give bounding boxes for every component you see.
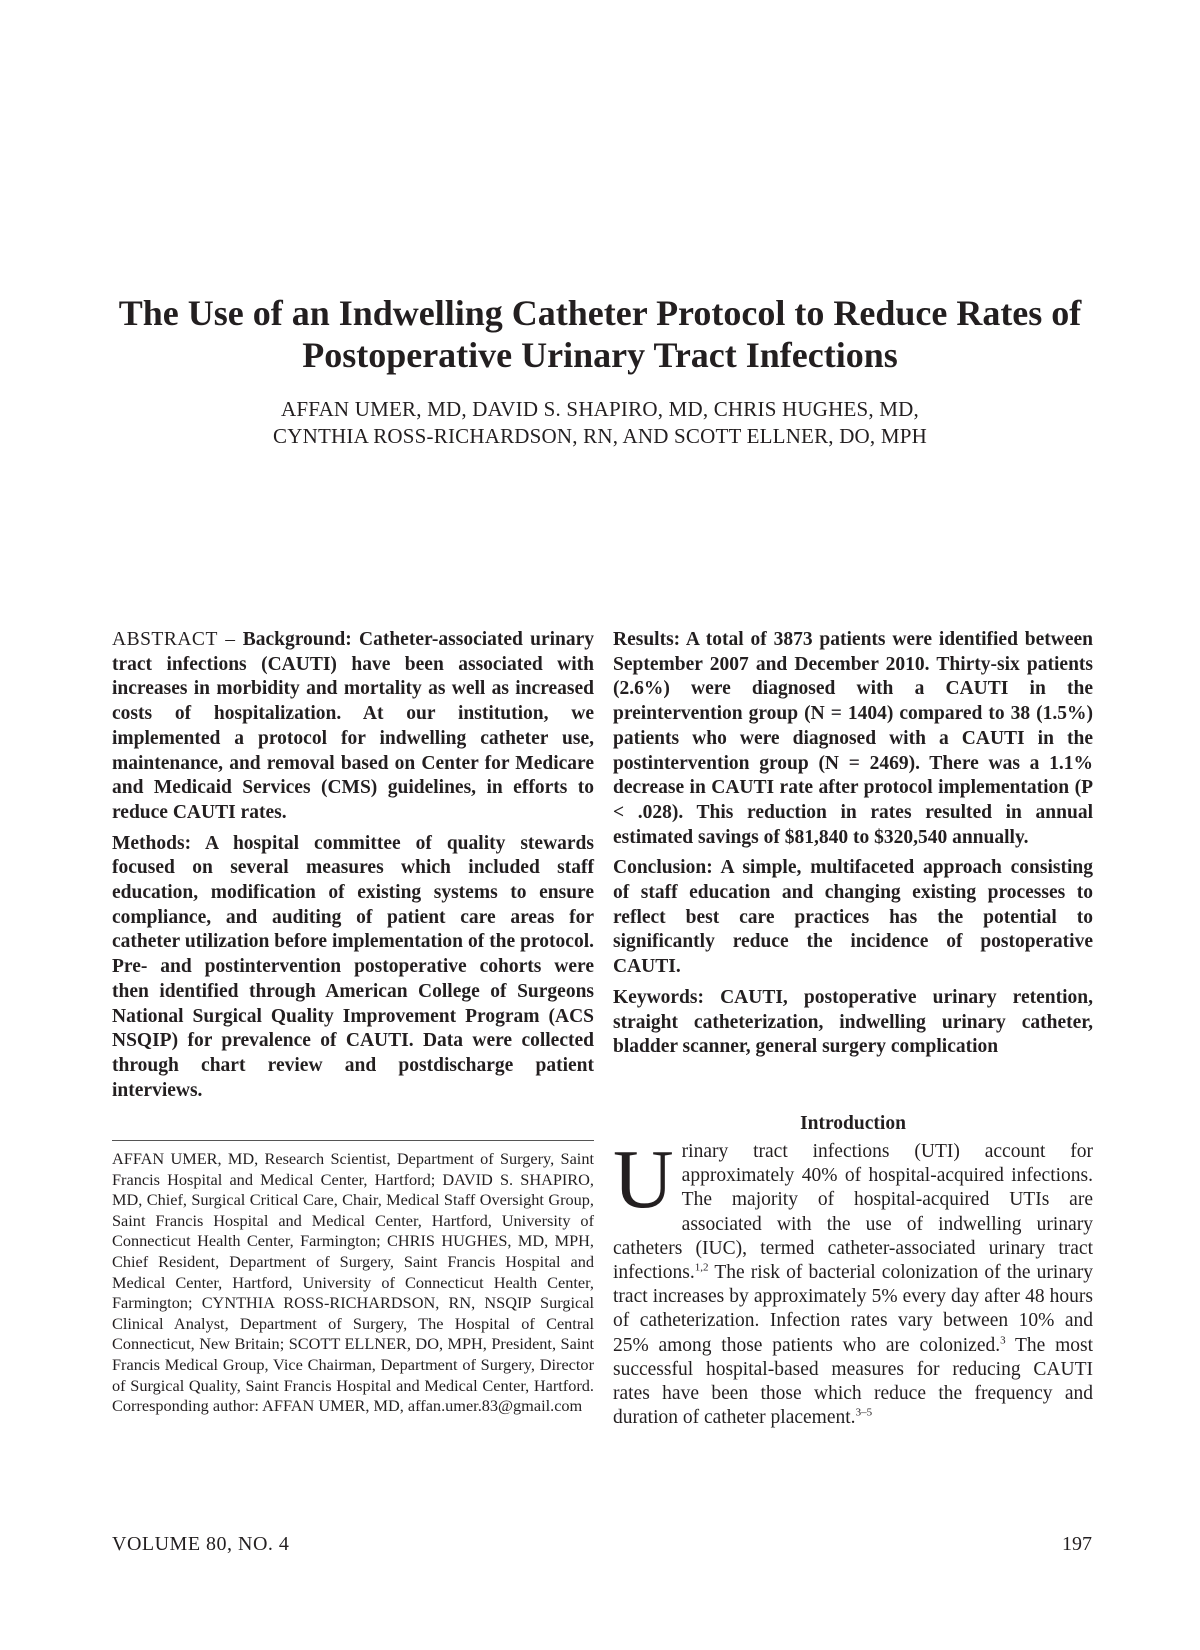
citation-2: 3 (1000, 1334, 1006, 1347)
citation-1: 1,2 (694, 1261, 709, 1274)
background-label: Background: (242, 629, 352, 650)
introduction-heading: Introduction (800, 1113, 906, 1134)
background-text: Catheter-associated urinary tract infections (CAUTI) have been associated with increases in morbidity and mortality as well as increased costs of hospitalization. At our institution, we implemented a protocol for indwelling catheter use, maintenance, and removal based on Center for Medicare and Medicaid Services (CMS) guidelines, in efforts to reduce CAUTI rates. (112, 629, 595, 823)
page-number: 197 (1062, 1533, 1092, 1555)
author-line-2: CYNTHIA ROSS-RICHARDSON, RN, AND SCOTT ELLNER, DO, MPH (273, 424, 927, 448)
intro-text-c: The most successful hospital-based measures for reducing CAUTI rates have been those which reduce the frequency and duration of catheter placement. (613, 1334, 1093, 1429)
article-title: The Use of an Indwelling Catheter Protocol to Reduce Rates of Postoperative Urinary Tract Infections (118, 293, 1082, 375)
abstract-left-column (112, 628, 594, 1109)
intro-text-a: rinary tract infections (UTI) account for approximately 40% of hospital-acquired infections. The majority of hospital-acquired UTIs are associated with the use of indwelling urinary catheters (IUC), termed catheter-associated urinary tract infections. (613, 1141, 1093, 1284)
abstract-right-column (613, 628, 1093, 1066)
introduction-body (613, 1133, 1093, 1430)
intro-text-b: The risk of bacterial colonization of the urinary tract increases by approximately 5% every day after 48 hours of catheterization. Infection rates vary between 10% and 25% among those patients who are colonized. (613, 1262, 1093, 1356)
abstract-methods: Methods: A hospital committee of quality stewards focused on several measures which included staff education, modification of existing systems to ensure compliance, and auditing of patient care areas for catheter utilization before implementation of the protocol. Pre- and postintervention postoperative cohorts were then identified through American College of Surgeons National Surgical Quality Improvement Program (ACS NSQIP) for prevalence of CAUTI. Data were collected through chart review and postdischarge patient interviews. (112, 832, 594, 1101)
author-list (80, 396, 1120, 450)
abstract-label: ABSTRACT – (112, 629, 236, 650)
volume-footer: VOLUME 80, NO. 4 (112, 1533, 290, 1555)
drop-cap: U (613, 1133, 674, 1226)
citation-3: 3–5 (855, 1406, 873, 1419)
abstract-conclusion: Conclusion: A simple, multifaceted approach consisting of staff education and changing existing processes to reflect best care practices has the potential to significantly reduce the incidence of postoperative CAUTI. (613, 857, 1093, 978)
abstract-background (112, 628, 594, 826)
author-affiliations: AFFAN UMER, MD, Research Scientist, Department of Surgery, Saint Francis Hospital and Medical Center, Hartford; DAVID S. SHAPIRO, MD, Chief, Surgical Critical Care, Chair, Medical Staff Oversight Group, Saint Francis Hospital and Medical Center, Hartford, University of Connecticut Health Center, Farmington; CHRIS HUGHES, MD, MPH, Chief Resident, Department of Surgery, Saint Francis Hospital and Medical Center, Hartford, University of Connecticut Health Center, Farmington; CYNTHIA ROSS-RICHARDSON, RN, NSQIP Surgical Clinical Analyst, Department of Surgery, The Hospital of Central Connecticut, New Britain; SCOTT ELLNER, DO, MPH, President, Saint Francis Medical Group, Vice Chairman, Department of Surgery, Director of Surgical Quality, Saint Francis Hospital and Medical Center, Hartford. Corresponding author: AFFAN UMER, MD, affan.umer.83@gmail.com (112, 1140, 594, 1417)
abstract-keywords: Keywords: CAUTI, postoperative urinary retention, straight catheterization, indwelling urinary catheter, bladder scanner, general surgery complication (613, 986, 1093, 1058)
abstract-results: Results: A total of 3873 patients were identified between September 2007 and December 2010. Thirty-six patients (2.6%) were diagnosed with a CAUTI in the preintervention group (N = 1404) compared to 38 (1.5%) patients who were diagnosed with a CAUTI in the postintervention group (N = 2469). There was a 1.1% decrease in CAUTI rate after protocol implementation (P < .028). This reduction in rates resulted in annual estimated savings of $81,840 to $320,540 annually. (613, 629, 1093, 848)
author-line-1: AFFAN UMER, MD, DAVID S. SHAPIRO, MD, CHRIS HUGHES, MD, (281, 397, 919, 421)
